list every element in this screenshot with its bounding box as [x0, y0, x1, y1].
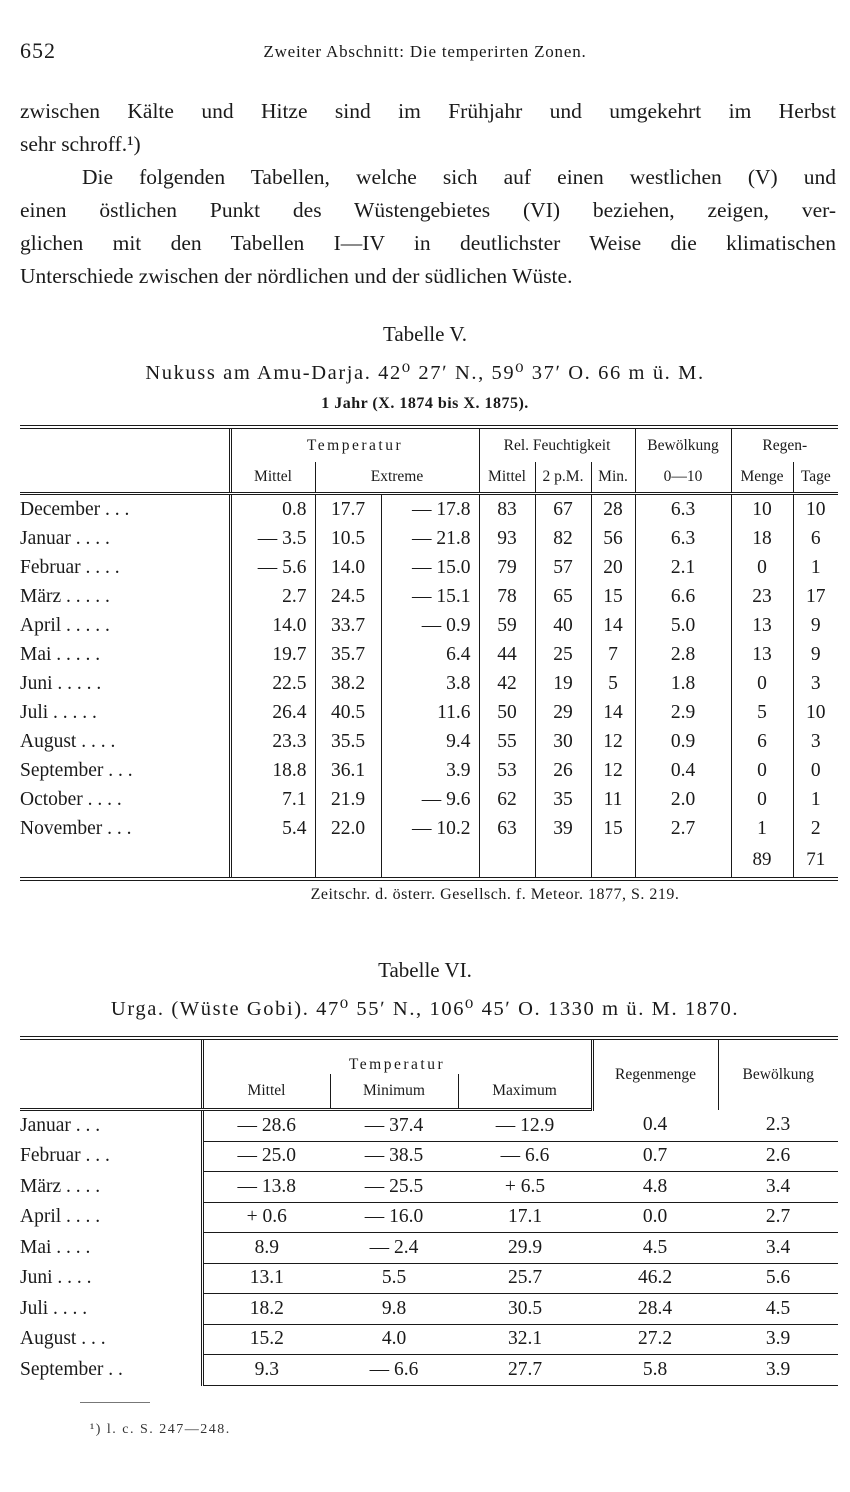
rf-mittel-cell: 79 [479, 553, 535, 582]
rf-min-cell: 15 [591, 814, 635, 843]
extreme-max-cell: 38.2 [315, 669, 381, 698]
extreme-min-cell: — 9.6 [381, 785, 479, 814]
table-6-title: Tabelle VI. [378, 958, 472, 982]
extreme-max-cell: 22.0 [315, 814, 381, 843]
rf-min-cell: 28 [591, 494, 635, 525]
extreme-max-cell: 10.5 [315, 524, 381, 553]
menge-cell: 18 [731, 524, 793, 553]
minimum-cell: — 6.6 [330, 1355, 458, 1386]
rel-feuchtigkeit-header: Rel. Feuchtigkeit [479, 427, 635, 462]
bewoelkung-cell: 2.0 [635, 785, 731, 814]
table-6-location: Urga. (Wüste Gobi). 47⁰ 55ʹ N., 106⁰ 45ʹ O. 1330 m ü. M. 1870. [110, 998, 740, 1020]
month-cell: März . . . . . [20, 585, 110, 607]
month-header-blank [20, 427, 230, 462]
bewoelkung-cell: 2.3 [718, 1110, 838, 1142]
maximum-cell: — 12.9 [458, 1110, 592, 1142]
rf-mittel-cell: 55 [479, 727, 535, 756]
tage-cell: 9 [793, 640, 838, 669]
temp-mittel-cell: 23.3 [230, 727, 315, 756]
month-cell: October . . . . [20, 788, 122, 810]
minimum-cell: — 16.0 [330, 1202, 458, 1233]
table-row [20, 669, 838, 698]
rf-mittel-cell: 50 [479, 698, 535, 727]
maximum-cell: 17.1 [458, 1202, 592, 1233]
bewoelkung-header: Bewölkung [635, 427, 731, 462]
maximum-cell: 27.7 [458, 1355, 592, 1386]
bewoelkung-cell: 0.4 [635, 756, 731, 785]
rf-2pm-cell: 29 [535, 698, 591, 727]
table-row [20, 727, 838, 756]
menge-cell: 1 [731, 814, 793, 843]
table-5 [20, 425, 838, 881]
bewoelkung-cell: 6.3 [635, 524, 731, 553]
rf-mittel-header: Mittel [479, 462, 535, 494]
temp-mittel-cell: + 0.6 [202, 1202, 330, 1233]
month-cell: Januar . . . [20, 1115, 101, 1136]
table-row [20, 1355, 838, 1386]
totals-blank [535, 843, 591, 879]
rf-2pm-cell: 57 [535, 553, 591, 582]
rf-min-header: Min. [591, 462, 635, 494]
totals-blank [381, 843, 479, 879]
total-tage: 71 [793, 843, 838, 879]
tage-cell: 9 [793, 611, 838, 640]
paragraph-2-line: einen östlichen Punkt des Wüstengebietes (VI) beziehen, zeigen, ver- [20, 198, 836, 222]
rf-min-cell: 56 [591, 524, 635, 553]
minimum-cell: — 37.4 [330, 1110, 458, 1142]
extreme-min-cell: 11.6 [381, 698, 479, 727]
bewoelkung-cell: 1.8 [635, 669, 731, 698]
temp-mittel-cell: 18.8 [230, 756, 315, 785]
extreme-max-cell: 24.5 [315, 582, 381, 611]
month-cell: Juni . . . . [20, 1267, 92, 1289]
extreme-min-cell: — 15.1 [381, 582, 479, 611]
temp-mittel-cell: — 13.8 [202, 1172, 330, 1203]
rf-2pm-header: 2 p.M. [535, 462, 591, 494]
table-6 [20, 1036, 838, 1386]
temp-mittel-cell: — 28.6 [202, 1110, 330, 1142]
temp-mittel-cell: 19.7 [230, 640, 315, 669]
extreme-min-cell: 6.4 [381, 640, 479, 669]
month-cell: April . . . . [20, 1206, 101, 1228]
minimum-cell: 5.5 [330, 1263, 458, 1294]
temperatur-header: Temperatur [230, 427, 479, 462]
month-cell: August . . . [20, 1328, 106, 1350]
regenmenge-cell: 4.8 [592, 1172, 718, 1203]
temp-mittel-cell: 14.0 [230, 611, 315, 640]
rf-2pm-cell: 35 [535, 785, 591, 814]
bewoelkung-cell: 2.7 [635, 814, 731, 843]
bewoelkung-cell: 3.4 [718, 1172, 838, 1203]
month-cell: April . . . . . [20, 614, 110, 636]
extreme-min-cell: 3.9 [381, 756, 479, 785]
tage-cell: 2 [793, 814, 838, 843]
extreme-max-cell: 17.7 [315, 494, 381, 525]
page-number: 652 [20, 38, 56, 63]
menge-cell: 0 [731, 756, 793, 785]
bewoelkung-cell: 6.3 [635, 494, 731, 525]
regenmenge-cell: 28.4 [592, 1294, 718, 1325]
tage-cell: 10 [793, 698, 838, 727]
tage-cell: 6 [793, 524, 838, 553]
minimum-cell: — 25.5 [330, 1172, 458, 1203]
table-row [20, 494, 838, 525]
rf-mittel-cell: 53 [479, 756, 535, 785]
bewoelkung-cell: 0.9 [635, 727, 731, 756]
tage-cell: 1 [793, 553, 838, 582]
regenmenge-header: Regenmenge [592, 1038, 718, 1110]
temp-mittel-cell: 7.1 [230, 785, 315, 814]
minimum-cell: 9.8 [330, 1294, 458, 1325]
bewoelkung-cell: 2.8 [635, 640, 731, 669]
rf-mittel-cell: 78 [479, 582, 535, 611]
table-row [20, 1110, 838, 1142]
rf-min-cell: 12 [591, 756, 635, 785]
rf-2pm-cell: 25 [535, 640, 591, 669]
menge-cell: 5 [731, 698, 793, 727]
rf-mittel-cell: 44 [479, 640, 535, 669]
rf-min-cell: 14 [591, 698, 635, 727]
month-cell: März . . . . [20, 1175, 101, 1197]
table-row [20, 611, 838, 640]
totals-blank [635, 843, 731, 879]
extreme-min-cell: 9.4 [381, 727, 479, 756]
tage-cell: 3 [793, 727, 838, 756]
temp-mittel-cell: — 3.5 [230, 524, 315, 553]
rf-2pm-cell: 82 [535, 524, 591, 553]
paragraph-2 [20, 161, 836, 293]
temp-mittel-cell: 22.5 [230, 669, 315, 698]
month-subheader-blank [20, 462, 230, 494]
menge-cell: 0 [731, 785, 793, 814]
extreme-min-cell: — 17.8 [381, 494, 479, 525]
month-cell: Januar . . . . [20, 527, 110, 549]
regenmenge-cell: 5.8 [592, 1355, 718, 1386]
totals-blank [591, 843, 635, 879]
mittel-header: Mittel [230, 462, 315, 494]
extreme-max-cell: 21.9 [315, 785, 381, 814]
temp-mittel-cell: — 5.6 [230, 553, 315, 582]
rf-min-cell: 15 [591, 582, 635, 611]
minimum-header: Minimum [330, 1074, 458, 1110]
month-cell: August . . . . [20, 730, 116, 752]
table-row [20, 814, 838, 843]
extreme-min-cell: — 21.8 [381, 524, 479, 553]
tage-cell: 10 [793, 494, 838, 525]
table-row [20, 1324, 838, 1355]
maximum-cell: 32.1 [458, 1324, 592, 1355]
menge-cell: 10 [731, 494, 793, 525]
temp-mittel-cell: 5.4 [230, 814, 315, 843]
extreme-max-cell: 40.5 [315, 698, 381, 727]
table-row [20, 785, 838, 814]
bewoelkung-header: Bewölkung [718, 1038, 838, 1110]
month-header-blank [20, 1038, 202, 1074]
regenmenge-cell: 4.5 [592, 1233, 718, 1264]
tage-cell: 0 [793, 756, 838, 785]
regenmenge-cell: 0.7 [592, 1141, 718, 1172]
bewoelkung-cell: 2.1 [635, 553, 731, 582]
month-cell: Juni . . . . . [20, 672, 102, 694]
rf-mittel-cell: 93 [479, 524, 535, 553]
temp-mittel-cell: 9.3 [202, 1355, 330, 1386]
maximum-header: Maximum [458, 1074, 592, 1110]
table-row [20, 1263, 838, 1294]
bewoelkung-cell: 3.4 [718, 1233, 838, 1264]
month-cell: September . . . [20, 759, 133, 781]
tage-cell: 3 [793, 669, 838, 698]
tage-cell: 1 [793, 785, 838, 814]
maximum-cell: 30.5 [458, 1294, 592, 1325]
maximum-cell: + 6.5 [458, 1172, 592, 1203]
temp-mittel-cell: 13.1 [202, 1263, 330, 1294]
rf-2pm-cell: 40 [535, 611, 591, 640]
temp-mittel-cell: 26.4 [230, 698, 315, 727]
rf-min-cell: 7 [591, 640, 635, 669]
paragraph-1-line: sehr schroff.¹) [20, 132, 141, 156]
rf-min-cell: 12 [591, 727, 635, 756]
rf-min-cell: 14 [591, 611, 635, 640]
rf-mittel-cell: 63 [479, 814, 535, 843]
table-row [20, 640, 838, 669]
bew-range-header: 0—10 [635, 462, 731, 494]
table-5-title: Tabelle V. [382, 322, 468, 346]
month-cell: December . . . [20, 498, 130, 520]
table-row [20, 582, 838, 611]
temp-mittel-cell: 8.9 [202, 1233, 330, 1264]
month-cell: Juli . . . . . [20, 701, 97, 723]
totals-label-blank [20, 843, 230, 879]
bewoelkung-cell: 4.5 [718, 1294, 838, 1325]
table-row [20, 698, 838, 727]
extreme-min-cell: — 10.2 [381, 814, 479, 843]
table-row [20, 1233, 838, 1264]
rf-mittel-cell: 62 [479, 785, 535, 814]
bewoelkung-cell: 5.0 [635, 611, 731, 640]
extreme-min-cell: — 15.0 [381, 553, 479, 582]
footnote-rule [80, 1402, 150, 1403]
menge-cell: 13 [731, 640, 793, 669]
bewoelkung-cell: 5.6 [718, 1263, 838, 1294]
month-cell: Februar . . . . [20, 556, 120, 578]
month-cell: September . . [20, 1358, 123, 1380]
menge-cell: 13 [731, 611, 793, 640]
rf-mittel-cell: 83 [479, 494, 535, 525]
extreme-max-cell: 35.7 [315, 640, 381, 669]
temp-mittel-cell: 0.8 [230, 494, 315, 525]
regenmenge-cell: 46.2 [592, 1263, 718, 1294]
minimum-cell: — 2.4 [330, 1233, 458, 1264]
maximum-cell: 25.7 [458, 1263, 592, 1294]
bewoelkung-cell: 3.9 [718, 1324, 838, 1355]
table-row [20, 553, 838, 582]
totals-blank [230, 843, 315, 879]
tage-header: Tage [793, 462, 838, 494]
month-cell: Juli . . . . [20, 1297, 88, 1319]
bewoelkung-cell: 2.9 [635, 698, 731, 727]
extreme-header: Extreme [315, 462, 479, 494]
temp-mittel-cell: 2.7 [230, 582, 315, 611]
regen-header: Regen- [731, 427, 838, 462]
rf-min-cell: 5 [591, 669, 635, 698]
extreme-max-cell: 33.7 [315, 611, 381, 640]
table-row [20, 1141, 838, 1172]
paragraph-2-line: glichen mit den Tabellen I—IV in deutlichster Weise die klimatischen [20, 231, 836, 255]
temperatur-header: Temperatur [202, 1038, 592, 1074]
bewoelkung-cell: 2.7 [718, 1202, 838, 1233]
footnote: ¹) l. c. S. 247—248. [90, 1422, 231, 1437]
regenmenge-cell: 0.0 [592, 1202, 718, 1233]
month-cell: Februar . . . [20, 1145, 110, 1167]
bewoelkung-cell: 6.6 [635, 582, 731, 611]
bewoelkung-cell: 2.6 [718, 1141, 838, 1172]
rf-2pm-cell: 26 [535, 756, 591, 785]
table-row [20, 1294, 838, 1325]
temp-mittel-cell: 15.2 [202, 1324, 330, 1355]
menge-header: Menge [731, 462, 793, 494]
minimum-cell: — 38.5 [330, 1141, 458, 1172]
table-row [20, 524, 838, 553]
maximum-cell: 29.9 [458, 1233, 592, 1264]
rf-min-cell: 20 [591, 553, 635, 582]
extreme-max-cell: 35.5 [315, 727, 381, 756]
month-cell: Mai . . . . . [20, 643, 101, 665]
minimum-cell: 4.0 [330, 1324, 458, 1355]
menge-cell: 0 [731, 669, 793, 698]
menge-cell: 23 [731, 582, 793, 611]
running-title: Zweiter Abschnitt: Die temperirten Zonen. [263, 42, 587, 61]
month-cell: November . . . [20, 817, 132, 839]
menge-cell: 6 [731, 727, 793, 756]
totals-blank [479, 843, 535, 879]
tage-cell: 17 [793, 582, 838, 611]
rf-2pm-cell: 39 [535, 814, 591, 843]
table-5-location: Nukuss am Amu-Darja. 42⁰ 27ʹ N., 59⁰ 37ʹ O. 66 m ü. M. [145, 362, 705, 384]
month-cell: Mai . . . . [20, 1236, 91, 1258]
paragraph-1 [20, 95, 836, 161]
table-row [20, 1202, 838, 1233]
rf-mittel-cell: 42 [479, 669, 535, 698]
month-subheader-blank [20, 1074, 202, 1110]
extreme-max-cell: 36.1 [315, 756, 381, 785]
totals-blank [315, 843, 381, 879]
regenmenge-cell: 0.4 [592, 1110, 718, 1142]
table-5-period: 1 Jahr (X. 1874 bis X. 1875). [321, 395, 529, 412]
extreme-min-cell: — 0.9 [381, 611, 479, 640]
table-5-source: Zeitschr. d. österr. Gesellsch. f. Meteor. 1877, S. 219. [310, 886, 680, 903]
table-row [20, 1172, 838, 1203]
regenmenge-cell: 27.2 [592, 1324, 718, 1355]
temp-mittel-cell: 18.2 [202, 1294, 330, 1325]
rf-2pm-cell: 65 [535, 582, 591, 611]
extreme-max-cell: 14.0 [315, 553, 381, 582]
paragraph-2-line: Die folgenden Tabellen, welche sich auf einen westlichen (V) und [82, 165, 836, 189]
rf-2pm-cell: 19 [535, 669, 591, 698]
paragraph-1-line: zwischen Kälte und Hitze sind im Frühjahr und umgekehrt im Herbst [20, 99, 836, 123]
rf-mittel-cell: 59 [479, 611, 535, 640]
rf-2pm-cell: 30 [535, 727, 591, 756]
mittel-header: Mittel [202, 1074, 330, 1110]
temp-mittel-cell: — 25.0 [202, 1141, 330, 1172]
total-menge: 89 [731, 843, 793, 879]
extreme-min-cell: 3.8 [381, 669, 479, 698]
menge-cell: 0 [731, 553, 793, 582]
rf-2pm-cell: 67 [535, 494, 591, 525]
bewoelkung-cell: 3.9 [718, 1355, 838, 1386]
maximum-cell: — 6.6 [458, 1141, 592, 1172]
rf-min-cell: 11 [591, 785, 635, 814]
paragraph-2-line: Unterschiede zwischen der nördlichen und der südlichen Wüste. [20, 264, 573, 288]
table-row [20, 756, 838, 785]
